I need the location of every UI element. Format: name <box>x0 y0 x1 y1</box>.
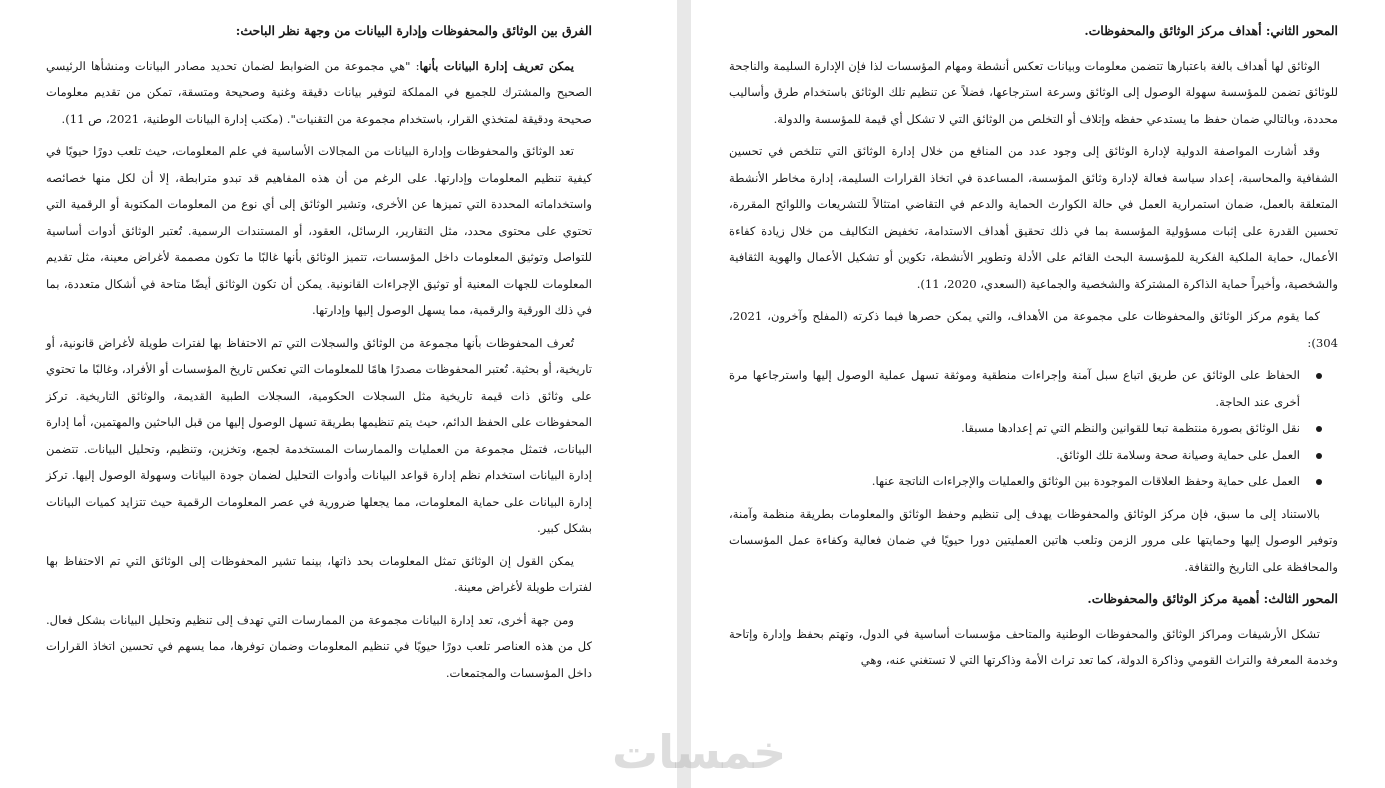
goals-bullet-list <box>729 362 1338 495</box>
paragraph-data-management: ومن جهة أخرى، تعد إدارة البيانات مجموعة من الممارسات التي تهدف إلى تنظيم وتحليل البيانات بشكل فعال. كل من هذه العناصر تلعب دورًا حيويًا في تنظيم المعلومات وضمان توفرها، مما يسهم في تحسين اتخاذ القرارات داخل المؤسسات والمجتمعات. <box>46 612 592 680</box>
section-heading-axis-two <box>729 18 1338 45</box>
paragraph-archives-definition: تُعرف المحفوظات بأنها مجموعة من الوثائق والسجلات التي تم الاحتفاظ بها لفترات طويلة لأغراض قانونية، أو تاريخية، أو بحثية. تُعتبر المحفوظات مصدرًا هامًا للمعلومات التي تعكس تاريخ المؤسسات أو الأفراد، وغالبًا ما تحتوي على وثائق ذات قيمة تاريخية مثل السجلات الحكومية، السجلات الطبية القديمة، والوثائق التاريخية. تركز المحفوظات على الحفظ الدائم، حيث يتم تنظيمها بطريقة تسهل الوصول إليها من قبل الباحثين والمهتمين، أما إدارة البيانات، فتمثل مجموعة من العمليات والممارسات المستخدمة لجمع، وتخزين، وتنظيم، وتحليل البيانات. تتضمن إدارة البيانات استخدام نظم إدارة قواعد البيانات وأدوات التحليل لضمان جودة البيانات وسهولة الوصول إليها. تركز إدارة البيانات على حماية المعلومات، مما يجعلها ضرورية في عصر المعلومات الرقمية حيث تتزايد كميات البيانات بشكل كبير. <box>46 335 592 535</box>
list-item: العمل على حماية وحفظ العلاقات الموجودة بين الوثائق والعمليات والإجراءات الناتجة عنها. <box>729 468 1300 495</box>
axis-two-title: : أهداف مركز الوثائق والمحفوظات. <box>1084 23 1271 38</box>
page-text-right <box>729 18 1338 674</box>
page-gutter <box>677 0 691 788</box>
section-heading-axis-three <box>729 586 1338 613</box>
axis-two-lead: المحور الثاني <box>1270 23 1338 38</box>
definition-text: : "هي مجموعة من الضوابط لضمان تحديد مصادر البيانات ومنشأها الرئيسي الصحيح والمشترك للجميع في المملكة لتوفير بيانات دقيقة وغنية وصحيحة ومتسقة، تمكن من تقديم معلومات صحيحة ودقيقة لمتخذي القرار، باستخدام مجموعة من التقنيات". (مكتب إدارة البيانات الوطنية، 2021، ص 11). <box>46 58 592 126</box>
list-item: نقل الوثائق بصورة منتظمة تبعا للقوانين والنظم التي تم إعدادها مسبقا. <box>729 415 1300 442</box>
paragraph-iso-benefits: وقد أشارت المواصفة الدولية لإدارة الوثائق إلى وجود عدد من المنافع من خلال إدارة الوثائق التي تتلخص في تحسين الشفافية والمحاسبة، إعداد سياسة فعالة لإدارة وثائق المؤسسة، المساعدة في اتخاذ القرارات السليمة، إدارة مخاطر الأنشطة المتعلقة بالعمل، ضمان استمرارية العمل في حالة الكوارث الحماية والدعم في التقاضي امتثالاً للتشريعات واللوائح المقررة، تحسين القدرة على إثبات مسؤولية المؤسسة بما في ذلك تحقيق أهداف الاستدامة، تخفيض التكاليف من خلال زيادة كفاءة الأعمال، حماية الملكية الفكرية للمؤسسة البحث القائم على الأدلة وتطوير الأنشطة، تكوين أو تشكيل الأعمال والهوية الثقافية والشخصية، وأخيراً حماية الذاكرة المشتركة والشخصية والجماعية (السعدي، 2020، 11). <box>729 144 1338 291</box>
paragraph-center-goals-intro: كما يقوم مركز الوثائق والمحفوظات على مجموعة من الأهداف، والتي يمكن حصرها فيما ذكرته (المفلح وآخرون، 2021، 304): <box>729 309 1338 350</box>
watermark-logo: خمسات <box>612 725 787 779</box>
paragraph-documents-archives-intro: تعد الوثائق والمحفوظات وإدارة البيانات من المجالات الأساسية في علم المعلومات، حيث تلعب دورًا حيويًا في كيفية تنظيم المعلومات وإدارتها. على الرغم من أن هذه المفاهيم قد تبدو مترابطة، إلا أن لكل منها خصائصه واستخداماته المحددة التي تميزها عن الأخرى، وتشير الوثائق إلى أي نوع من المعلومات المكتوبة أو الرقمية التي تحتوي على محتوى محدد، مثل التقارير، الرسائل، العقود، أو المستندات الرسمية. تُعتبر الوثائق أدوات أساسية للتواصل وتوثيق المعلومات داخل المؤسسات، تتميز الوثائق بأنها غالبًا ما تكون مصممة لأغراض معينة، مثل تقديم المعلومات للجهات المعنية أو توثيق الإجراءات القانونية. يمكن أن تكون الوثائق أيضًا متاحة في أشكال متعددة، بما في ذلك الورقية والرقمية، مما يسهل الوصول إليها وإدارتها. <box>46 144 592 317</box>
page-text-left <box>46 18 592 686</box>
document-page-left <box>0 0 677 788</box>
document-page-right <box>691 0 1385 788</box>
paragraph-document-goals: الوثائق لها أهداف بالغة باعتبارها تتضمن معلومات وبيانات تعكس أنشطة ومهام المؤسسات لذا فإن الإدارة السليمة والناجحة للوثائق تضمن للمؤسسة سهولة الوصول إلى الوثائق وسرعة استرجاعها، فضلاً عن تنظيم تلك الوثائق باستخدام طرق وأساليب محددة، وبالتالي ضمان حفظ ما يستدعي حفظه وإتلاف أو التخلص من الوثائق التي لا تشكل أي قيمة للمؤسسة والدولة. <box>729 58 1338 126</box>
axis-three-lead: المحور الثالث <box>1268 591 1338 606</box>
definition-lead: يمكن تعريف إدارة البيانات بأنها <box>419 58 574 73</box>
paragraph-documents-vs-archives: يمكن القول إن الوثائق تمثل المعلومات بحد ذاتها، بينما تشير المحفوظات إلى الوثائق التي تم الاحتفاظ بها لفترات طويلة لأغراض معينة. <box>46 553 592 594</box>
axis-three-title: : أهمية مركز الوثائق والمحفوظات. <box>1087 591 1269 606</box>
paragraph-archives-importance: تشكل الأرشيفات ومراكز الوثائق والمحفوظات الوطنية والمتاحف مؤسسات أساسية في الدول، وتهتم بحفظ وإدارة وإتاحة وخدمة المعرفة والتراث القومي وذاكرة الدولة، كما تعد تراث الأمة وذاكرتها التي لا تستغني عنه، وهي <box>729 626 1338 667</box>
list-item: العمل على حماية وصيانة صحة وسلامة تلك الوثائق. <box>729 442 1300 469</box>
section-heading-difference: الفرق بين الوثائق والمحفوظات وإدارة البيانات من وجهة نظر الباحث: <box>235 23 592 38</box>
paragraph-goals-summary: بالاستناد إلى ما سبق، فإن مركز الوثائق والمحفوظات يهدف إلى تنظيم وحفظ الوثائق والمعلومات بطريقة منظمة وآمنة، وتوفير الوصول إليها وحمايتها على مرور الزمن وتلعب هاتين العمليتين دورا حيويًا في ضمان فعالية وكفاءة عمل المؤسسات والمحافظة على التاريخ والثقافة. <box>729 506 1338 574</box>
list-item: الحفاظ على الوثائق عن طريق اتباع سبل آمنة وإجراءات منطقية وموثقة تسهل عملية الوصول إليها واسترجاعها مرة أخرى عند الحاجة. <box>729 362 1300 415</box>
paragraph-definition <box>46 53 592 133</box>
